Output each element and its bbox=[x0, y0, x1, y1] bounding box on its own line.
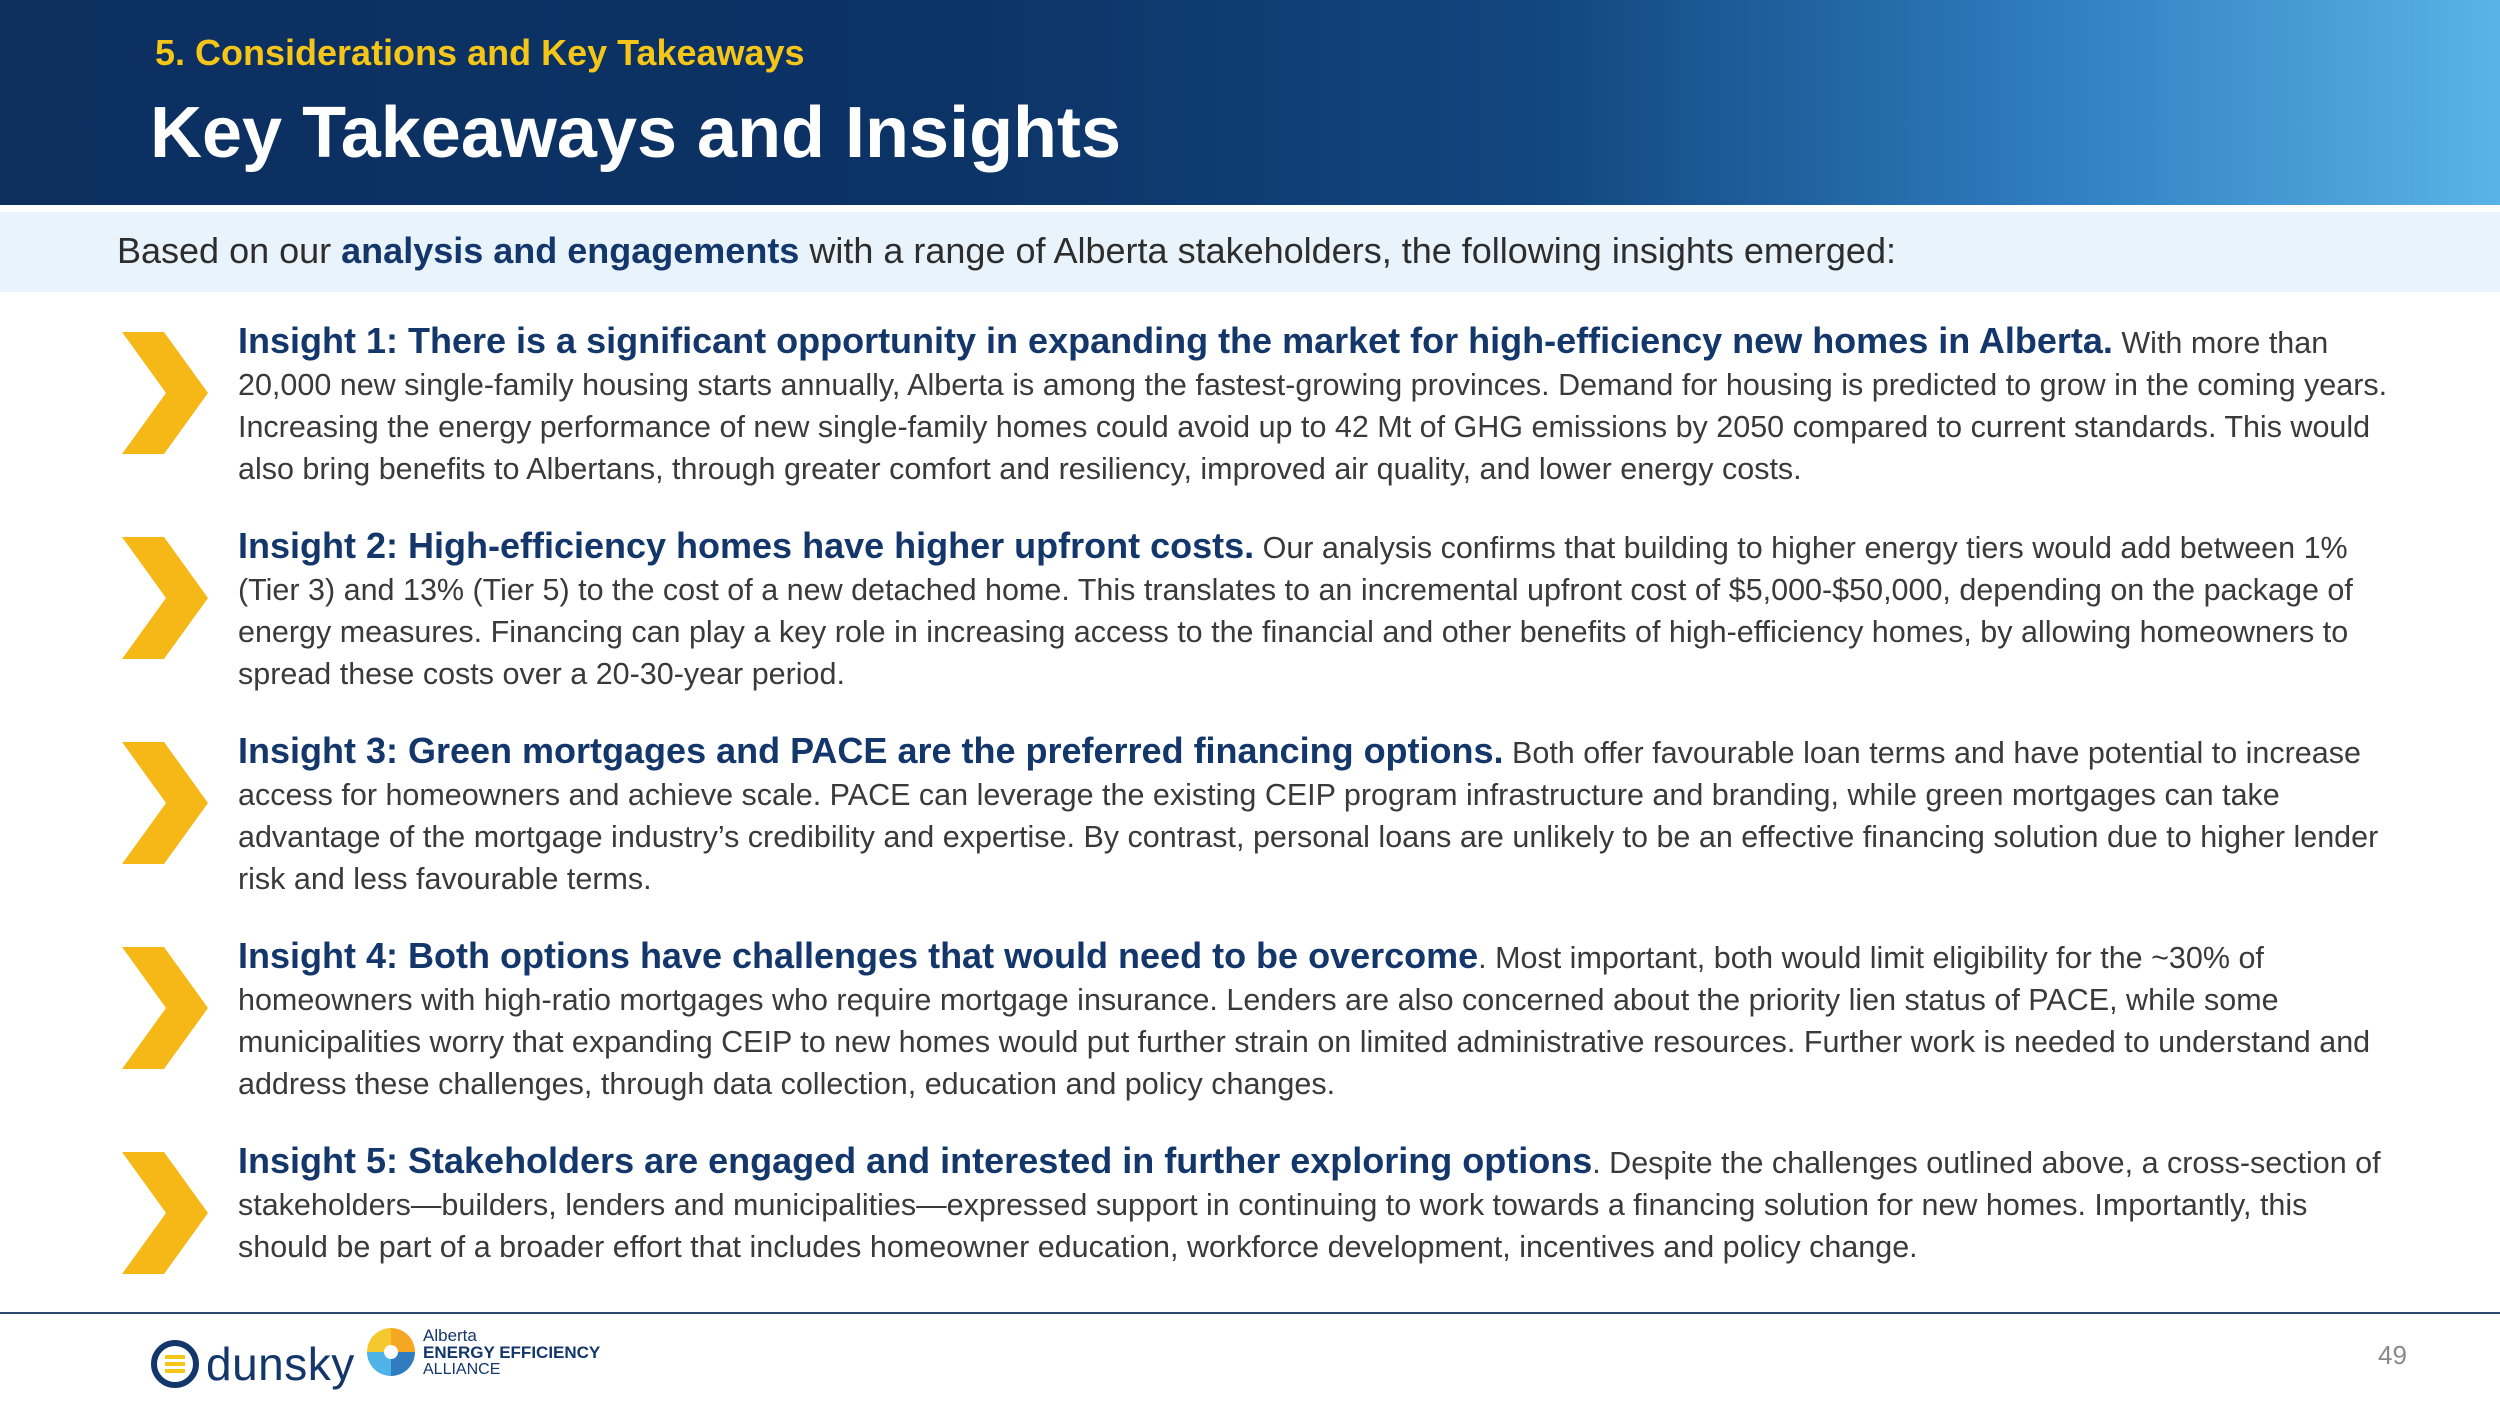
insight-item bbox=[0, 1140, 2500, 1330]
insight-item bbox=[0, 730, 2500, 920]
aeea-line-3: ALLIANCE bbox=[423, 1360, 501, 1378]
aeea-line-1: Alberta bbox=[423, 1325, 477, 1345]
chevron-right-icon bbox=[122, 947, 208, 1069]
insight-title: Insight 1: There is a significant opportunity in expanding the market for high-efficiency new homes in Alberta. bbox=[238, 320, 2113, 361]
section-label: 5. Considerations and Key Takeaways bbox=[155, 32, 805, 73]
insight-title: Insight 5: Stakeholders are engaged and interested in further exploring options bbox=[238, 1140, 1593, 1181]
header-banner bbox=[0, 0, 2500, 205]
intro-emphasis: analysis and engagements bbox=[341, 230, 800, 271]
insight-body: . Despite the challenges outlined above, a cross-section of stakeholders—builders, lenders and municipalities—expressed support in continuing to work towards a financing solution for new homes. Importantly, this should be part of a broader effort that includes homeowner education, workforce development, incentives and policy change. bbox=[238, 1146, 2381, 1264]
insight-text bbox=[238, 730, 2388, 900]
intro-prefix: Based on our bbox=[117, 230, 342, 271]
insight-title: Insight 4: Both options have challenges that would need to be overcome bbox=[238, 935, 1479, 976]
page-number: 49 bbox=[2378, 1340, 2407, 1370]
insight-item bbox=[0, 320, 2500, 510]
chevron-right-icon bbox=[122, 1152, 208, 1274]
insight-item bbox=[0, 935, 2500, 1125]
dunsky-logo bbox=[150, 1334, 355, 1394]
insight-body: Both offer favourable loan terms and have potential to increase access for homeowners and achieve scale. PACE can leverage the existing CEIP program infrastructure and branding, while green mortgages can take advantage of the mortgage industry’s credibility and expertise. By contrast, personal loans are unlikely to be an effective financing solution due to higher lender risk and less favourable terms. bbox=[238, 736, 2379, 896]
footer-divider bbox=[0, 1312, 2500, 1314]
aeea-logo bbox=[365, 1326, 600, 1378]
chevron-right-icon bbox=[122, 332, 208, 454]
chevron-right-icon bbox=[122, 537, 208, 659]
insight-title: Insight 3: Green mortgages and PACE are the preferred financing options. bbox=[238, 730, 1504, 771]
insight-item bbox=[0, 525, 2500, 715]
intro-suffix: with a range of Alberta stakeholders, the following insights emerged: bbox=[799, 230, 1896, 271]
insight-body: . Most important, both would limit eligibility for the ~30% of homeowners with high-ratio mortgages who require mortgage insurance. Lenders are also concerned about the priority lien status of PACE, while some municipalities worry that expanding CEIP to new homes would put further strain on limited administrative resources. Further work is needed to understand and address these challenges, through data collection, education and policy changes. bbox=[238, 941, 2371, 1101]
insight-text bbox=[238, 1140, 2388, 1268]
insight-title: Insight 2: High-efficiency homes have higher upfront costs. bbox=[238, 525, 1255, 566]
chevron-right-icon bbox=[122, 742, 208, 864]
aeea-wordmark bbox=[423, 1327, 600, 1378]
aeea-logo-icon bbox=[365, 1326, 417, 1378]
insight-text bbox=[238, 525, 2388, 695]
dunsky-wordmark: dunsky bbox=[206, 1338, 355, 1390]
insight-body: With more than 20,000 new single-family housing starts annually, Alberta is among the fastest-growing provinces. Demand for housing is predicted to grow in the coming years. Increasing the energy performance of new single-family homes could avoid up to 42 Mt of GHG emissions by 2050 compared to current standards. This would also bring benefits to Albertans, through greater comfort and resiliency, improved air quality, and lower energy costs. bbox=[238, 326, 2388, 486]
insight-body: Our analysis confirms that building to higher energy tiers would add between 1% (Tier 3) and 13% (Tier 5) to the cost of a new detached home. This translates to an incremental upfront cost of $5,000-$50,000, depending on the package of energy measures. Financing can play a key role in increasing access to the financial and other benefits of high-efficiency homes, by allowing homeowners to spread these costs over a 20-30-year period. bbox=[238, 531, 2353, 691]
page-title: Key Takeaways and Insights bbox=[150, 93, 1122, 173]
insight-text bbox=[238, 320, 2388, 490]
dunsky-logo-icon bbox=[150, 1339, 200, 1389]
aeea-line-2: ENERGY EFFICIENCY bbox=[423, 1342, 601, 1362]
insight-text bbox=[238, 935, 2388, 1105]
intro-text bbox=[117, 230, 1896, 272]
